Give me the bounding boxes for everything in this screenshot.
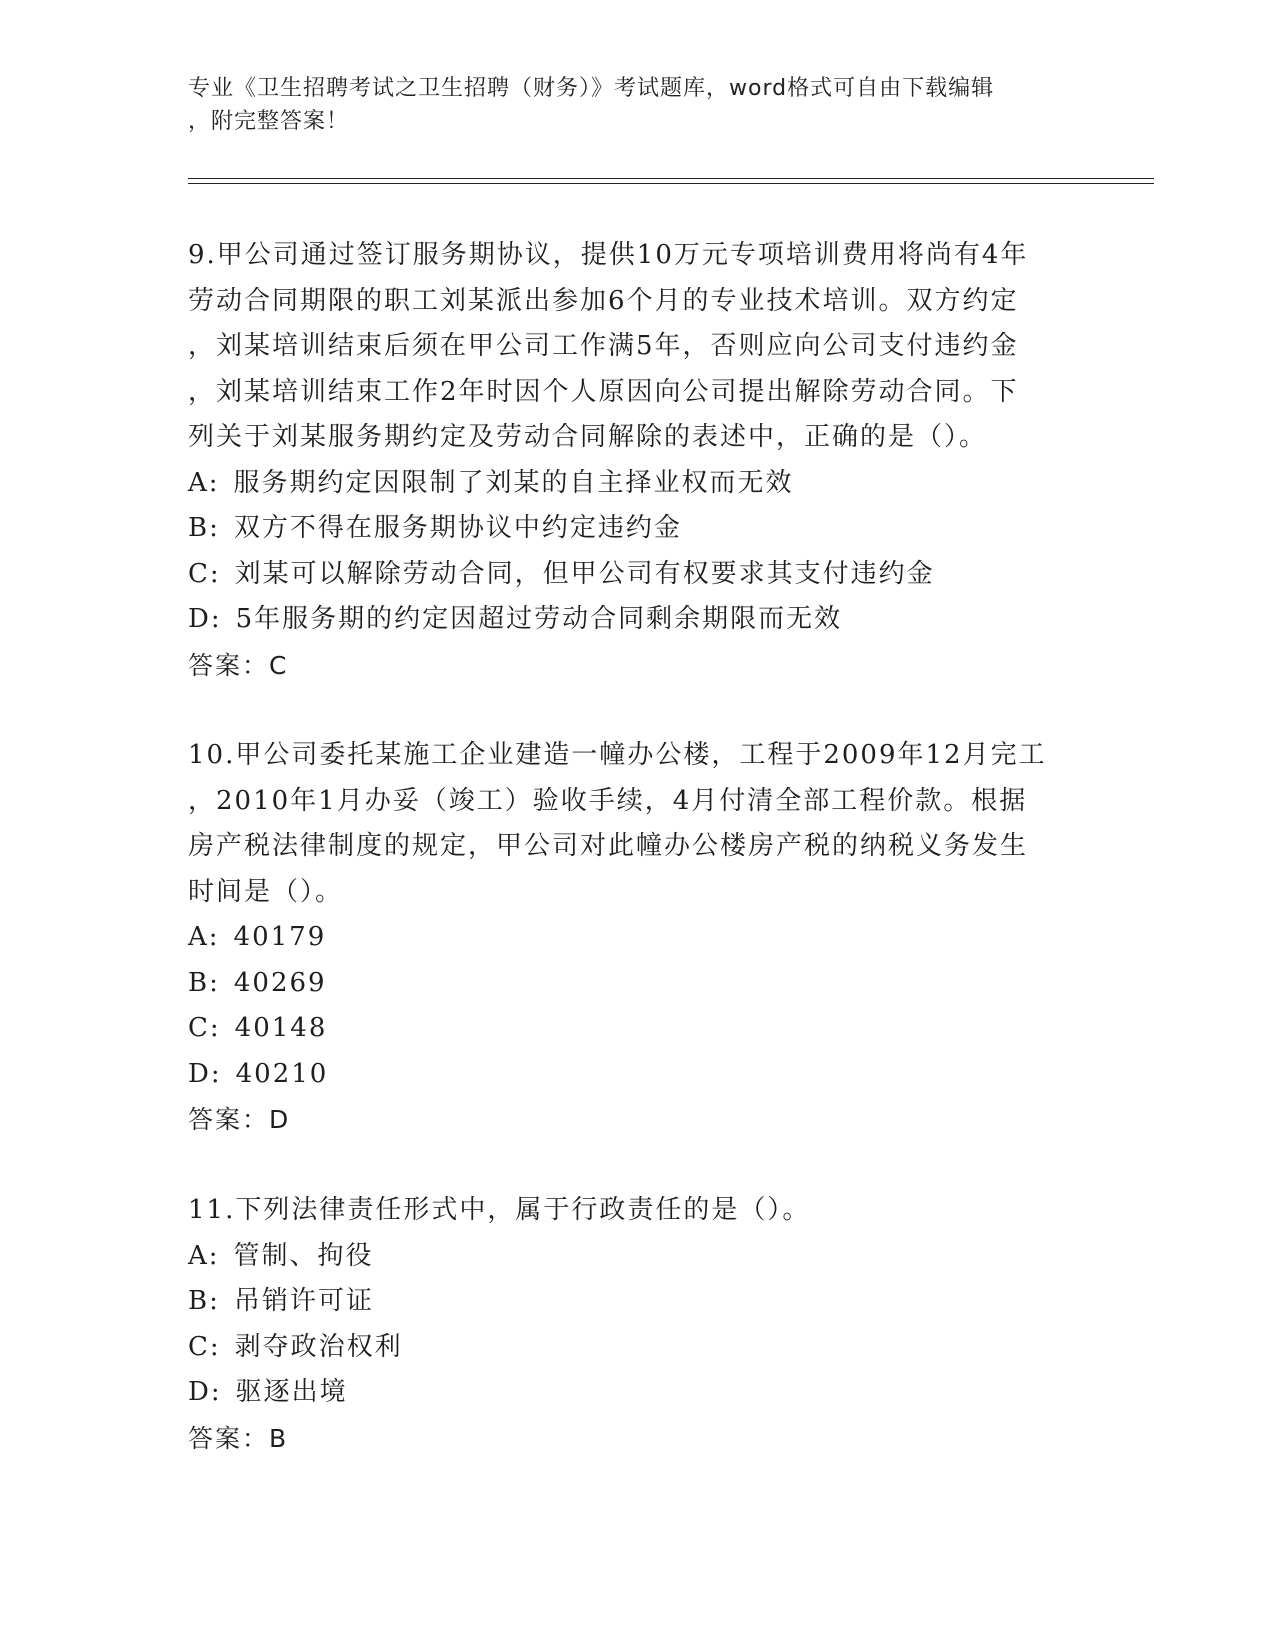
option-b — [188, 961, 1088, 1007]
option-key: B: — [188, 967, 220, 998]
answer-label: 答案：D — [188, 1105, 291, 1134]
option-d — [188, 597, 1088, 643]
header-line-1: 专业《卫生招聘考试之卫生招聘（财务）》考试题库，word格式可自由下载编辑 — [188, 76, 995, 101]
option-key: C: — [188, 1331, 221, 1362]
question-stem-line: 9.甲公司通过签订服务期协议，提供10万元专项培训费用将尚有4年 — [188, 240, 1029, 270]
option-key: C: — [188, 1013, 221, 1043]
question-stem-line: 11.下列法律责任形式中，属于行政责任的是（）。 — [188, 1195, 811, 1225]
option-text: 40210 — [235, 1058, 329, 1089]
option-key: C: — [188, 558, 221, 589]
question-stem-line: ，刘某培训结束工作2年时因个人原因向公司提出解除劳动合同。下 — [188, 376, 1019, 407]
option-text: 40148 — [234, 1013, 328, 1043]
answer-label: 答案：B — [188, 1423, 289, 1453]
option-c — [188, 1006, 1088, 1052]
option-text: 管制、拘役 — [233, 1240, 374, 1271]
option-c — [188, 1325, 1088, 1371]
option-key: B: — [188, 1286, 220, 1316]
option-text: 5年服务期的约定因超过劳动合同剩余期限而无效 — [235, 604, 843, 634]
question-stem-line: ，2010年1月办妥（竣工）验收手续，4月付清全部工程价款。根据 — [188, 785, 1028, 816]
header-divider-top — [188, 178, 1154, 179]
option-a — [188, 1234, 1088, 1280]
option-text: 驱逐出境 — [235, 1377, 348, 1407]
option-key: A: — [188, 922, 220, 952]
option-key: B: — [188, 513, 220, 543]
option-key: A: — [188, 467, 220, 498]
option-text: 剥夺政治权利 — [234, 1331, 403, 1362]
question-stem-line: ，刘某培训结束后须在甲公司工作满5年，否则应向公司支付违约金 — [188, 331, 1019, 361]
option-key: A: — [188, 1240, 220, 1271]
question-9 — [188, 233, 1088, 688]
option-b — [188, 506, 1088, 552]
option-text: 40179 — [233, 922, 327, 952]
header-divider-bottom — [188, 183, 1154, 184]
option-key: D: — [188, 1058, 222, 1089]
option-key: D: — [188, 1377, 222, 1407]
option-b — [188, 1279, 1088, 1325]
option-text: 双方不得在服务期协议中约定违约金 — [233, 513, 682, 543]
question-stem-line: 时间是（）。 — [188, 876, 344, 907]
option-d — [188, 1052, 1088, 1098]
option-c — [188, 552, 1088, 598]
option-a — [188, 915, 1088, 961]
option-a — [188, 461, 1088, 507]
question-stem-line: 10.甲公司委托某施工企业建造一幢办公楼，工程于2009年12月完工 — [188, 740, 1047, 770]
option-text: 服务期约定因限制了刘某的自主择业权而无效 — [233, 467, 794, 498]
question-stem-line: 劳动合同期限的职工刘某派出参加6个月的专业技术培训。双方约定 — [188, 285, 1019, 316]
question-10 — [188, 733, 1088, 1143]
option-d — [188, 1370, 1088, 1416]
document-header — [188, 72, 1088, 138]
option-key: D: — [188, 604, 222, 634]
question-stem-line: 房产税法律制度的规定，甲公司对此幢办公楼房产税的纳税义务发生 — [188, 831, 1029, 861]
option-text: 40269 — [233, 967, 327, 998]
question-11 — [188, 1188, 1088, 1461]
question-stem-line: 列关于刘某服务期约定及劳动合同解除的表述中，正确的是（）。 — [188, 422, 988, 452]
answer-label: 答案：C — [188, 650, 289, 680]
option-text: 刘某可以解除劳动合同，但甲公司有权要求其支付违约金 — [234, 558, 935, 589]
option-text: 吊销许可证 — [233, 1286, 374, 1316]
header-line-2: ，附完整答案！ — [188, 109, 350, 134]
